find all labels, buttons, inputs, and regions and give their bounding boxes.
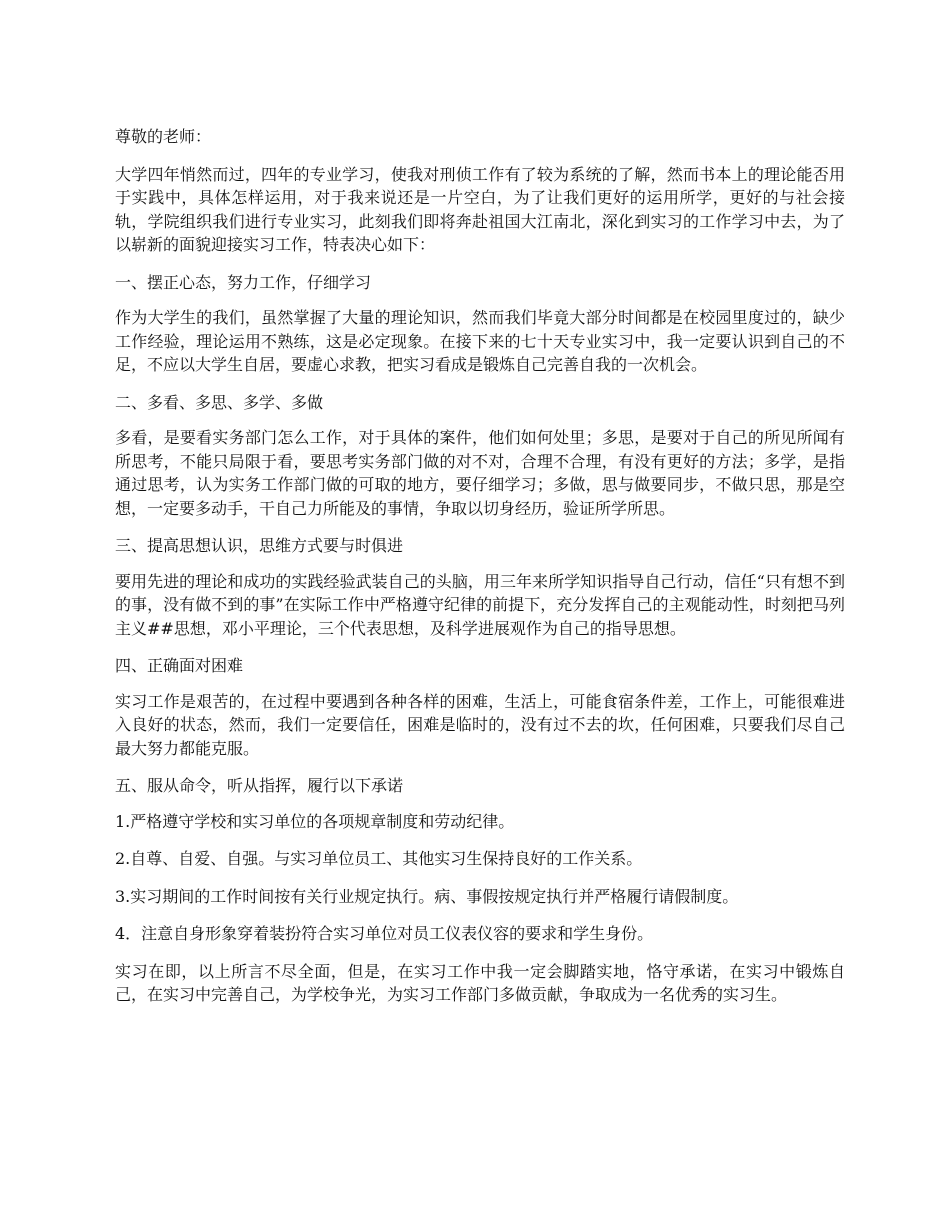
salutation: 尊敬的老师：: [115, 127, 212, 146]
closing-paragraph: 实习在即，以上所言不尽全面，但是，在实习工作中我一定会脚踏实地，恪守承诺，在实习中锻炼自己，在实习中完善自己，为学校争光，为实习工作部门多做贡献，争取成为一名优秀的实习生。: [115, 961, 845, 1004]
section-2-body: 多看，是要看实务部门怎么工作，对于具体的案件，他们如何处里；多思，是要对于自己的所见所闻有所思考，不能只局限于看，要思考实务部门做的对不对，合理不合理，有没有更好的方法；多学，是指通过思考，认为实务工作部门做的可取的地方，要仔细学习；多做，思与做要同步，不做只思，那是空想，一定要多动手，干自己力所能及的事情，争取以切身经历，验证所学所思。: [115, 428, 845, 518]
section-2-heading: 二、多看、多思、多学、多做: [115, 392, 324, 412]
commitment-item-2: 2.自尊、自爱、自强。与实习单位员工、其他实习生保持良好的工作关系。: [115, 849, 643, 868]
section-4-heading: 四、正确面对困难: [115, 656, 244, 675]
section-4-body: 实习工作是艰苦的，在过程中要遇到各种各样的困难，生活上，可能食宿条件差，工作上，可能很难进入良好的状态，然而，我们一定要信任，困难是临时的，没有过不去的坎，任何困难，只要我们尽自己最大努力都能克服。: [115, 691, 845, 758]
section-3-body: 要用先进的理论和成功的实践经验武装自己的头脑，用三年来所学知识指导自己行动，信任“只有想不到的事，没有做不到的事”在实际工作中严格遵守纪律的前提下，充分发挥自己的主观能动性，时刻把马列主义##思想，邓小平理论，三个代表思想，及科学进展观作为自己的指导思想。: [115, 571, 845, 638]
section-1-body: 作为大学生的我们，虽然掌握了大量的理论知识，然而我们毕竟大部分时间都是在校园里度过的，缺少工作经验，理论运用不熟练，这是必定现象。在接下来的七十天专业实习中，我一定要认识到自己的不足，不应以大学生自居，要虚心求教，把实习看成是锻炼自己完善自我的一次机会。: [115, 308, 845, 374]
section-1-heading: 一、摆正心态，努力工作，仔细学习: [115, 272, 372, 292]
section-3-heading: 三、提高思想认识，思维方式要与时俱进: [115, 536, 404, 555]
intro-paragraph: 大学四年悄然而过，四年的专业学习，使我对刑侦工作有了较为系统的了解，然而书本上的理论能否用于实践中，具体怎样运用，对于我来说还是一片空白，为了让我们更好的运用所学，更好的与社会接轨，学院组织我们进行专业实习，此刻我们即将奔赴祖国大江南北，深化到实习的工作学习中去，为了以崭新的面貌迎接实习工作，特表决心如下：: [115, 164, 845, 254]
document-body: [115, 125, 845, 1021]
commitment-item-1: 1.严格遵守学校和实习单位的各项规章制度和劳动纪律。: [115, 811, 515, 831]
commitment-item-4: 4．注意自身形象穿着装扮符合实习单位对员工仪表仪容的要求和学生身份。: [115, 924, 654, 943]
section-5-heading: 五、服从命令，听从指挥，履行以下承诺: [115, 776, 404, 795]
commitment-item-3: 3.实习期间的工作时间按有关行业规定执行。病、事假按规定执行并严格履行请假制度。: [115, 886, 739, 906]
